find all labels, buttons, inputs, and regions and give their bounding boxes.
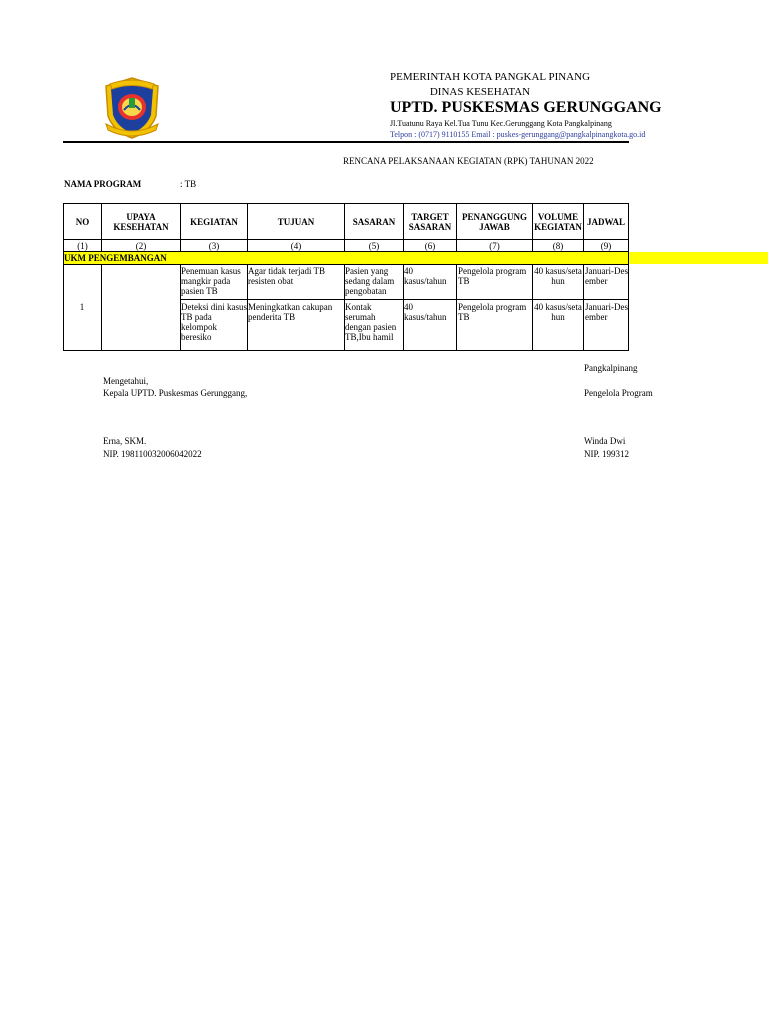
row1-tujuan: Agar tidak terjadi TB resisten obat [248, 266, 326, 286]
col-header-no: NO [75, 216, 90, 227]
header-divider [63, 141, 629, 143]
program-value: : TB [180, 179, 197, 189]
row1-sasaran: Pasien yang sedang dalam pengobatan [345, 266, 395, 296]
row1-target: 40 kasus/tahun [404, 266, 447, 286]
row2-target: 40 kasus/tahun [404, 302, 447, 322]
approval-label: Mengetahui, [103, 376, 149, 386]
place-date: Pangkalpinang [584, 363, 638, 373]
approver-name: Erna, SKM. [103, 436, 147, 446]
section-label: UKM PENGEMBANGAN [64, 253, 167, 263]
row2-volume: 40 kasus/setahun [534, 302, 582, 322]
signer-name: Winda Dwi [584, 436, 626, 446]
col-number-4: (4) [290, 241, 302, 251]
row2-tujuan: Meningkatkan cakupan penderita TB [248, 302, 333, 322]
program-label: NAMA PROGRAM [64, 179, 142, 189]
department-name: DINAS KESEHATAN [429, 86, 531, 98]
col-number-9: (9) [600, 241, 612, 251]
signer-nip: NIP. 199312 [584, 449, 630, 459]
col-number-1: (1) [77, 241, 88, 251]
approver-position: Kepala UPTD. Puskesmas Gerunggang, [103, 388, 248, 398]
row1-jadwal: Januari-Desember [585, 266, 628, 286]
col-number-6: (6) [424, 241, 436, 251]
city-emblem-logo [100, 76, 164, 140]
col-header-penanggung-jawab: PENANGGUNG JAWAB [462, 211, 527, 232]
row1-kegiatan: Penemuan kasus mangkir pada pasien TB [181, 266, 241, 296]
col-header-upaya: UPAYA KESEHATAN [113, 211, 169, 232]
col-header-target: TARGET SASARAN [408, 211, 452, 232]
government-name: PEMERINTAH KOTA PANGKAL PINANG [390, 71, 591, 83]
approver-nip: NIP. 198110032006042022 [103, 449, 202, 459]
col-number-3: (3) [208, 241, 220, 251]
row2-kegiatan: Deteksi dini kasus TB pada kelompok beresiko [181, 302, 247, 342]
row2-sasaran: Kontak serumah dengan pasien TB,Ibu hamil [345, 302, 397, 342]
col-number-2: (2) [135, 241, 147, 251]
col-header-volume: VOLUME KEGIATAN [534, 211, 582, 232]
col-header-kegiatan: KEGIATAN [190, 216, 238, 227]
col-number-8: (8) [552, 241, 564, 251]
row1-volume: 40 kasus/setahun [534, 266, 582, 286]
row1-penanggung-jawab: Pengelola program TB [458, 266, 527, 286]
col-number-5: (5) [368, 241, 380, 251]
institution-contact: Telpon : (0717) 9110155 Email : puskes-gerunggang@pangkalpinangkota.go.id [390, 130, 646, 139]
row-number: 1 [79, 302, 85, 312]
col-header-tujuan: TUJUAN [277, 216, 315, 227]
row2-penanggung-jawab: Pengelola program TB [458, 302, 527, 322]
signer-position: Pengelola Program [584, 388, 653, 398]
row2-jadwal: Januari-Desember [585, 302, 628, 322]
col-header-sasaran: SASARAN [352, 216, 396, 227]
document-title: RENCANA PELAKSANAAN KEGIATAN (RPK) TAHUNAN 2022 [343, 156, 594, 166]
institution-name: UPTD. PUSKESMAS GERUNGGANG [390, 99, 662, 116]
institution-address: Jl.Tuatunu Raya Kel.Tua Tunu Kec.Gerunggang Kota Pangkalpinang [390, 119, 612, 128]
col-header-jadwal: JADWAL [586, 216, 625, 227]
col-number-7: (7) [489, 241, 500, 251]
